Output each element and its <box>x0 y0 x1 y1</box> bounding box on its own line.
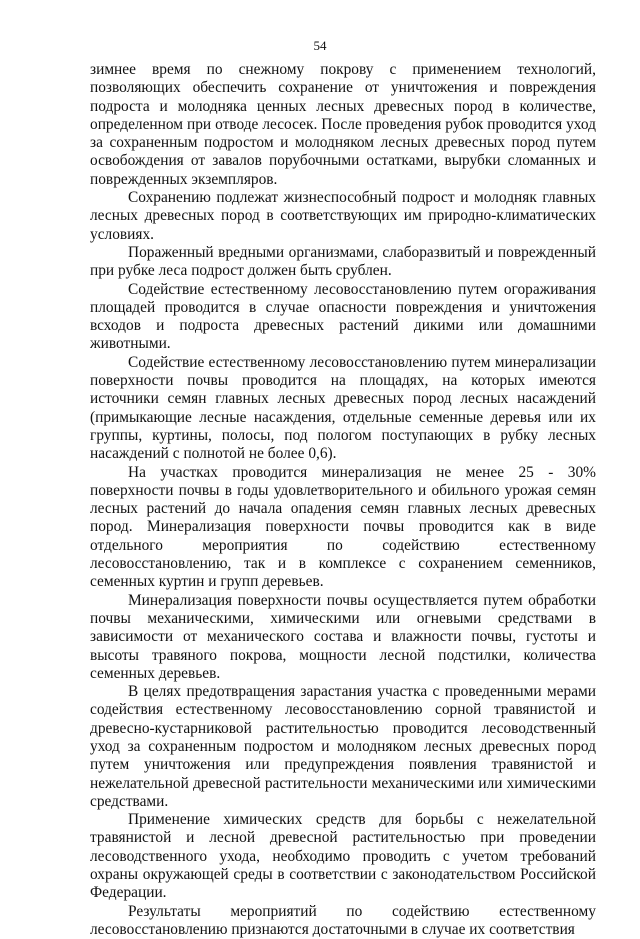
paragraph: Содействие естественному лесовосстановлению путем минерализации поверхности почвы проводится на площадях, на которых имеются источники семян главных лесных древесных пород лесных насаждений (примыкающие лесные насаждения, отдельные семенные деревья или их группы, куртины, полосы, под пологом поступающих в рубку лесных насаждений с полнотой не более 0,6). <box>90 353 596 463</box>
page-number: 54 <box>313 38 327 53</box>
paragraph: На участках проводится минерализация не менее 25 - 30% поверхности почвы в годы удовлетворительного и обильного урожая семян лесных растений до начала опадения семян главных лесных древесных пород. Минерализация поверхности почвы проводится как в виде отдельного мероприятия по содействию естественному лесовосстановлению, так и в комплексе с сохранением семенников, семенных куртин и групп деревьев. <box>90 463 596 591</box>
paragraph: Содействие естественному лесовосстановлению путем огораживания площадей проводится в случае опасности повреждения и уничтожения всходов и подроста древесных растений дикими или домашними животными. <box>90 280 596 353</box>
paragraph: Результаты мероприятий по содействию естественному лесовосстановлению признаются достаточными в случае их соответствия <box>90 902 596 938</box>
paragraph: Применение химических средств для борьбы с нежелательной травянистой и лесной древесной растительностью при проведении лесоводственного ухода, необходимо проводить с учетом требований охраны окружающей среды в соответствии с законодательством Российской Федерации. <box>90 811 596 902</box>
paragraph: Минерализация поверхности почвы осуществляется путем обработки почвы механическими, химическими или огневыми средствами в зависимости от механического состава и влажности почвы, густоты и высоты травяного покрова, мощности лесной подстилки, количества семенных деревьев. <box>90 591 596 682</box>
document-body <box>90 61 596 939</box>
paragraph-continuation: зимнее время по снежному покрову с применением технологий, позволяющих обеспечить сохранение от уничтожения и повреждения подроста и молодняка ценных лесных древесных пород в количестве, определенном при отводе лесосек. После проведения рубок проводится уход за сохраненным подростом и молодняком лесных древесных пород путем освобождения от завалов порубочными остатками, вырубки сломанных и поврежденных экземпляров. <box>90 61 596 188</box>
paragraph: Пораженный вредными организмами, слаборазвитый и поврежденный при рубке леса подрост должен быть срублен. <box>90 243 596 280</box>
paragraph: Сохранению подлежат жизнеспособный подрост и молодняк главных лесных древесных пород в соответствующих им природно-климатических условиях. <box>90 189 596 243</box>
paragraph: В целях предотвращения зарастания участка с проведенными мерами содействия естественному лесовосстановлению сорной травянистой и древесно-кустарниковой растительностью проводится лесоводственный уход за сохраненным подростом и молодняком лесных древесных пород путем уничтожения или предупреждения появления травянистой и нежелательной древесной растительности механическими или химическими средствами. <box>90 683 596 810</box>
